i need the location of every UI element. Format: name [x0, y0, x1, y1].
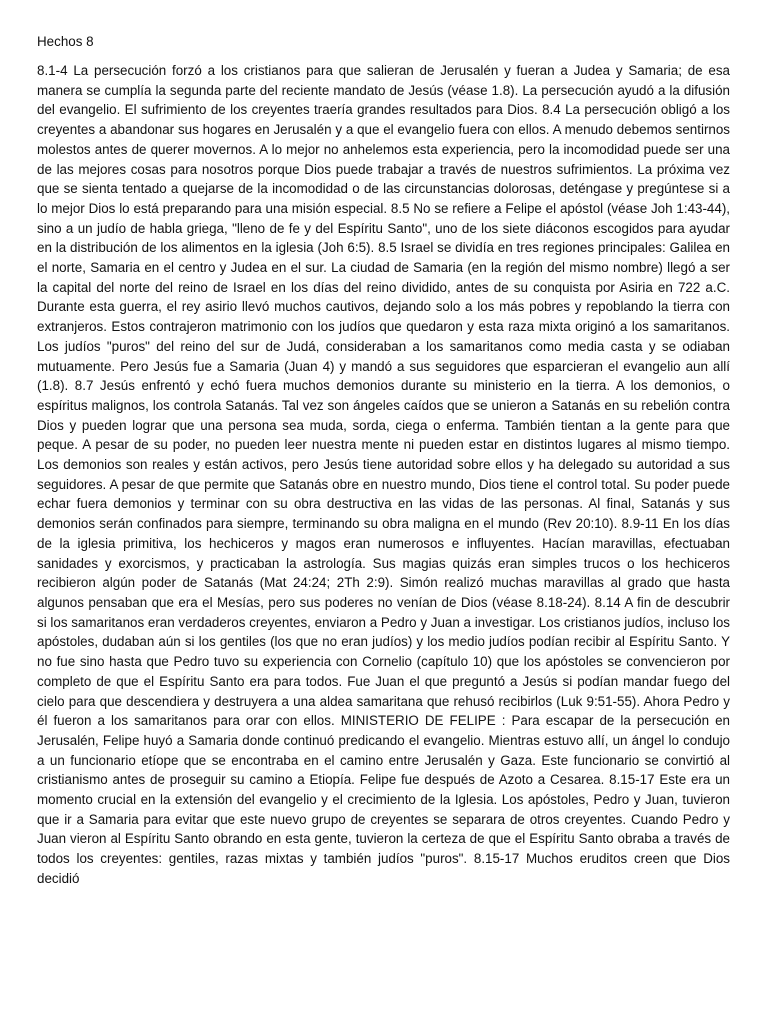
document-body-text: 8.1-4 La persecución forzó a los cristianos para que salieran de Jerusalén y fueran a Judea y Samaria; de esa manera se cumplía la segunda parte del reciente mandato de Jesús (véase 1.8). La persecución ayudó a la difusión del evangelio. El sufrimiento de los creyentes traería grandes resultados para Dios. 8.4 La persecución obligó a los creyentes a abandonar sus hogares en Jerusalén y a que el evangelio fuera con ellos. A menudo debemos sentirnos molestos antes de querer movernos. A lo mejor no anhelemos esta experiencia, pero la incomodidad puede ser una de las mejores cosas para nosotros porque Dios puede trabajar a través de nuestros sufrimientos. La próxima vez que se sienta tentado a quejarse de la incomodidad o de las circunstancias dolorosas, deténgase y pregúntese si a lo mejor Dios lo está preparando para una misión especial. 8.5 No se refiere a Felipe el apóstol (véase Joh 1:43-44), sino a un judío de habla griega, "lleno de fe y del Espíritu Santo", uno de los siete diáconos escogidos para ayudar en la distribución de los alimentos en la iglesia (Joh 6:5). 8.5 Israel se dividía en tres regiones principales: Galilea en el norte, Samaria en el centro y Judea en el sur. La ciudad de Samaria (en la región del mismo nombre) llegó a ser la capital del norte del reino de Israel en los días del reino dividido, antes de su conquista por Asiria en 722 a.C. Durante esta guerra, el rey asirio llevó muchos cautivos, dejando solo a los más pobres y repoblando la tierra con extranjeros. Estos contrajeron matrimonio con los judíos que quedaron y esta raza mixta originó a los samaritanos. Los judíos "puros" del reino del sur de Judá, consideraban a los samaritanos como media casta y se odiaban mutuamente. Pero Jesús fue a Samaria (Juan 4) y mandó a sus seguidores que esparcieran el evangelio aun allí (1.8). 8.7 Jesús enfrentó y echó fuera muchos demonios durante su ministerio en la tierra. A los demonios, o espíritus malignos, los controla Satanás. Tal vez son ángeles caídos que se unieron a Satanás en su rebelión contra Dios y pueden lograr que una persona sea muda, sorda, ciega o enferma. También tientan a la gente para que peque. A pesar de su poder, no pueden leer nuestra mente ni pueden estar en distintos lugares al mismo tiempo. Los demonios son reales y están activos, pero Jesús tiene autoridad sobre ellos y ha delegado su autoridad a sus seguidores. A pesar de que permite que Satanás obre en nuestro mundo, Dios tiene el control total. Su poder puede echar fuera demonios y terminar con su obra destructiva en las vidas de las personas. Al final, Satanás y sus demonios serán confinados para siempre, terminando su obra maligna en el mundo (Rev 20:10). 8.9-11 En los días de la iglesia primitiva, los hechiceros y magos eran numerosos e influyentes. Hacían maravillas, efectuaban sanidades y exorcismos, y practicaban la astrología. Sus magias quizás eran simples trucos o los hechiceros recibieron algún poder de Satanás (Mat 24:24; 2Th 2:9). Simón realizó muchas maravillas al grado que hasta algunos pensaban que era el Mesías, pero sus poderes no venían de Dios (véase 8.18-24). 8.14 A fin de descubrir si los samaritanos eran verdaderos creyentes, enviaron a Pedro y Juan a investigar. Los cristianos judíos, incluso los apóstoles, dudaban aún si los gentiles (los que no eran judíos) y los medio judíos podían recibir al Espíritu Santo. Y no fue sino hasta que Pedro tuvo su experiencia con Cornelio (capítulo 10) que los apóstoles se convencieron por completo de que el Espíritu Santo era para todos. Fue Juan el que preguntó a Jesús si podían mandar fuego del cielo para que descendiera y destruyera a una aldea samaritana que rehusó recibirlos (Luk 9:51-55). Ahora Pedro y él fueron a los samaritanos para orar con ellos. MINISTERIO DE FELIPE : Para escapar de la persecución en Jerusalén, Felipe huyó a Samaria donde continuó predicando el evangelio. Mientras estuvo allí, un ángel lo condujo a un funcionario etíope que se encontraba en el camino entre Jerusalén y Gaza. Este funcionario se convirtió al cristianismo antes de proseguir su camino a Etiopía. Felipe fue después de Azoto a Cesarea. 8.15-17 Este era un momento crucial en la extensión del evangelio y el crecimiento de la Iglesia. Los apóstoles, Pedro y Juan, tuvieron que ir a Samaria para evitar que este nuevo grupo de creyentes se separara de otros creyentes. Cuando Pedro y Juan vieron al Espíritu Santo obrando en esta gente, tuvieron la certeza de que el Espíritu Santo obraba a través de todos los creyentes: gentiles, razas mixtas y también judíos "puros". 8.15-17 Muchos eruditos creen que Dios decidió — [37, 63, 730, 886]
document-title: Hechos 8 — [37, 34, 94, 49]
document-page — [37, 32, 730, 889]
